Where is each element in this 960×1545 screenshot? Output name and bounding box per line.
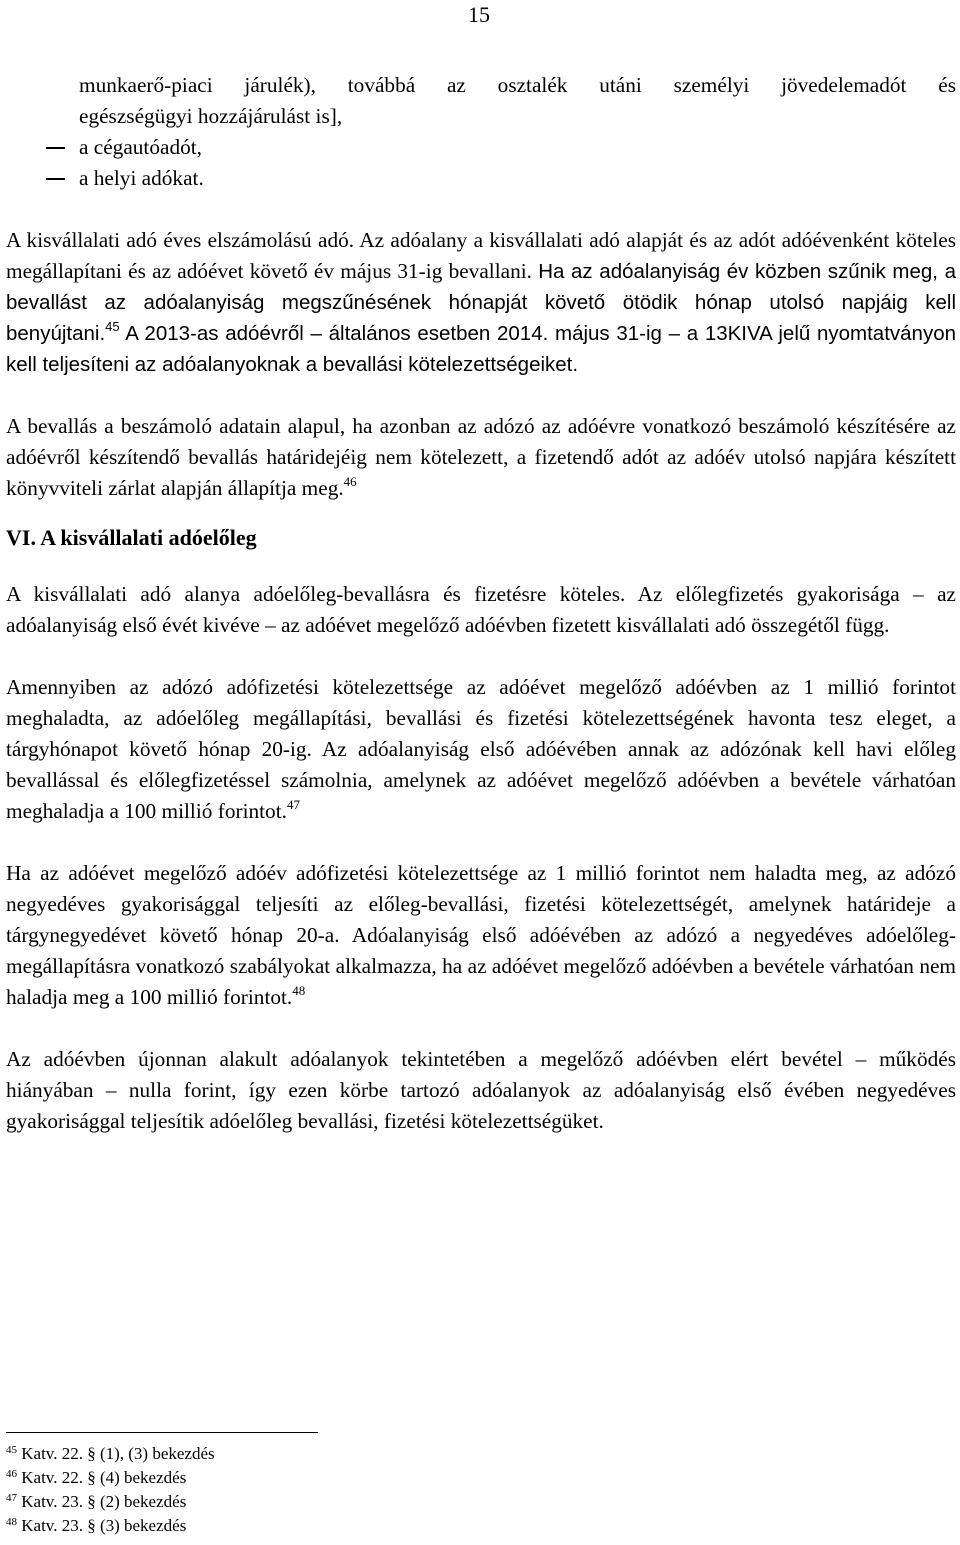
footnote-ref: 46 [343,474,357,489]
footnote [6,1442,215,1466]
footnote-number: 45 [6,1444,17,1456]
footnote-ref: 45 [105,319,120,334]
page-number: 15 [468,2,490,27]
footnote [6,1466,215,1490]
footnote-text: Katv. 22. § (1), (3) bekezdés [21,1444,215,1463]
intro-line-1: munkaerő-piaci járulék), továbbá az osztalék utáni személyi jövedelemadót és [79,73,956,97]
footnote-number: 48 [6,1516,17,1528]
document-body [6,70,956,1137]
sans-text: Ha az adóalanyiság év közben szűnik meg, a bevallást az adóalanyiság megszűnésének hónapját követő ötödik hónap utolsó napjáig kell benyújtani. [6,260,957,345]
paragraph-new-entities: Az adóévben újonnan alakult adóalanyok tekintetében a megelőző adóévben elért bevétel – működés hiányában – nulla forint, így ezen körbe tartozó adóalanyok az adóalanyiság első évében negyedéves gyakorisággal teljesítik adóelőleg bevallási, fizetési kötelezettségüket. [6,1047,956,1133]
footnote-ref: 47 [286,797,300,812]
footnote-number: 47 [6,1492,17,1504]
footnote-ref: 48 [292,983,306,998]
paragraph-annual-return [6,225,956,380]
paragraph-basis [6,411,956,504]
paragraph-text: Amennyiben az adózó adófizetési kötelezettsége az adóévet megelőző adóévben az 1 millió forintot meghaladta, az adóelőleg megállapítási, bevallási és fizetési kötelezettségének havonta tesz eleget, a tárgyhónapot követő hónap 20-ig. Az adóalanyiság első adóévében annak az adózónak kell havi előleg bevallással és előlegfizetéssel számolnia, amelynek az adóévet megelőző adóévben a bevétele várhatóan meghaladja a 100 millió forintot. [6,675,956,823]
footnote-separator [6,1432,318,1433]
paragraph-monthly [6,672,956,827]
paragraph-text: A kisvállalati adó éves elszámolású adó. Az adóalany a kisvállalati adó alapját és az adót adóévenként köteles megállapítani és az adóévet követő év május 31-ig bevallani. [6,228,956,283]
paragraph-text: Ha az adóévet megelőző adóév adófizetési kötelezettsége az 1 millió forintot nem haladta meg, az adózó negyedéves gyakorisággal teljesíti az előleg-bevallási, fizetési kötelezettségét, amelynek határideje a tárgynegyedévet követő hónap 20-a. Adóalanyiság első adóévében az adózó a negyedéves adóelőleg-megállapításra vonatkozó szabályokat alkalmazza, ha az adóévet megelőző adóévben a bevétele várhatóan nem haladja meg a 100 millió forintot. [6,861,956,1009]
footnote-number: 46 [6,1468,17,1480]
footnote-text: Katv. 22. § (4) bekezdés [21,1468,187,1487]
paragraph-quarterly [6,858,956,1013]
sans-text: A 2013-as adóévről – általános esetben 2014. május 31-ig – a 13KIVA jelű nyomtatványon kell teljesíteni az adóalanyoknak a bevallási kötelezettségeiket. [6,322,956,376]
intro-line-2: egészségügyi hozzájárulást is], [79,104,343,128]
intro-continuation [6,70,956,132]
dash-list-item-2: a helyi adókat. [6,163,956,194]
dash-list-item-1: a cégautóadót, [6,132,956,163]
footnote-text: Katv. 23. § (2) bekezdés [21,1492,187,1511]
paragraph-advance: A kisvállalati adó alanya adóelőleg-bevallásra és fizetésre köteles. Az előlegfizetés gyakorisága – az adóalanyiság első évét kivéve – az adóévet megelőző adóévben fizetett kisvállalati adó összegétől függ. [6,582,956,637]
footnote-text: Katv. 23. § (3) bekezdés [21,1516,187,1535]
paragraph-text: A bevallás a beszámoló adatain alapul, ha azonban az adózó az adóévre vonatkozó beszámoló készítésére az adóévről készítendő bevallás határidejéig nem kötelezett, a fizetendő adót az adóév utolsó napjára készített könyvviteli zárlat alapján állapítja meg. [6,414,956,500]
section-heading: VI. A kisvállalati adóelőleg [6,525,257,550]
footnote [6,1490,215,1514]
footnote [6,1514,215,1538]
footnotes [6,1442,215,1538]
